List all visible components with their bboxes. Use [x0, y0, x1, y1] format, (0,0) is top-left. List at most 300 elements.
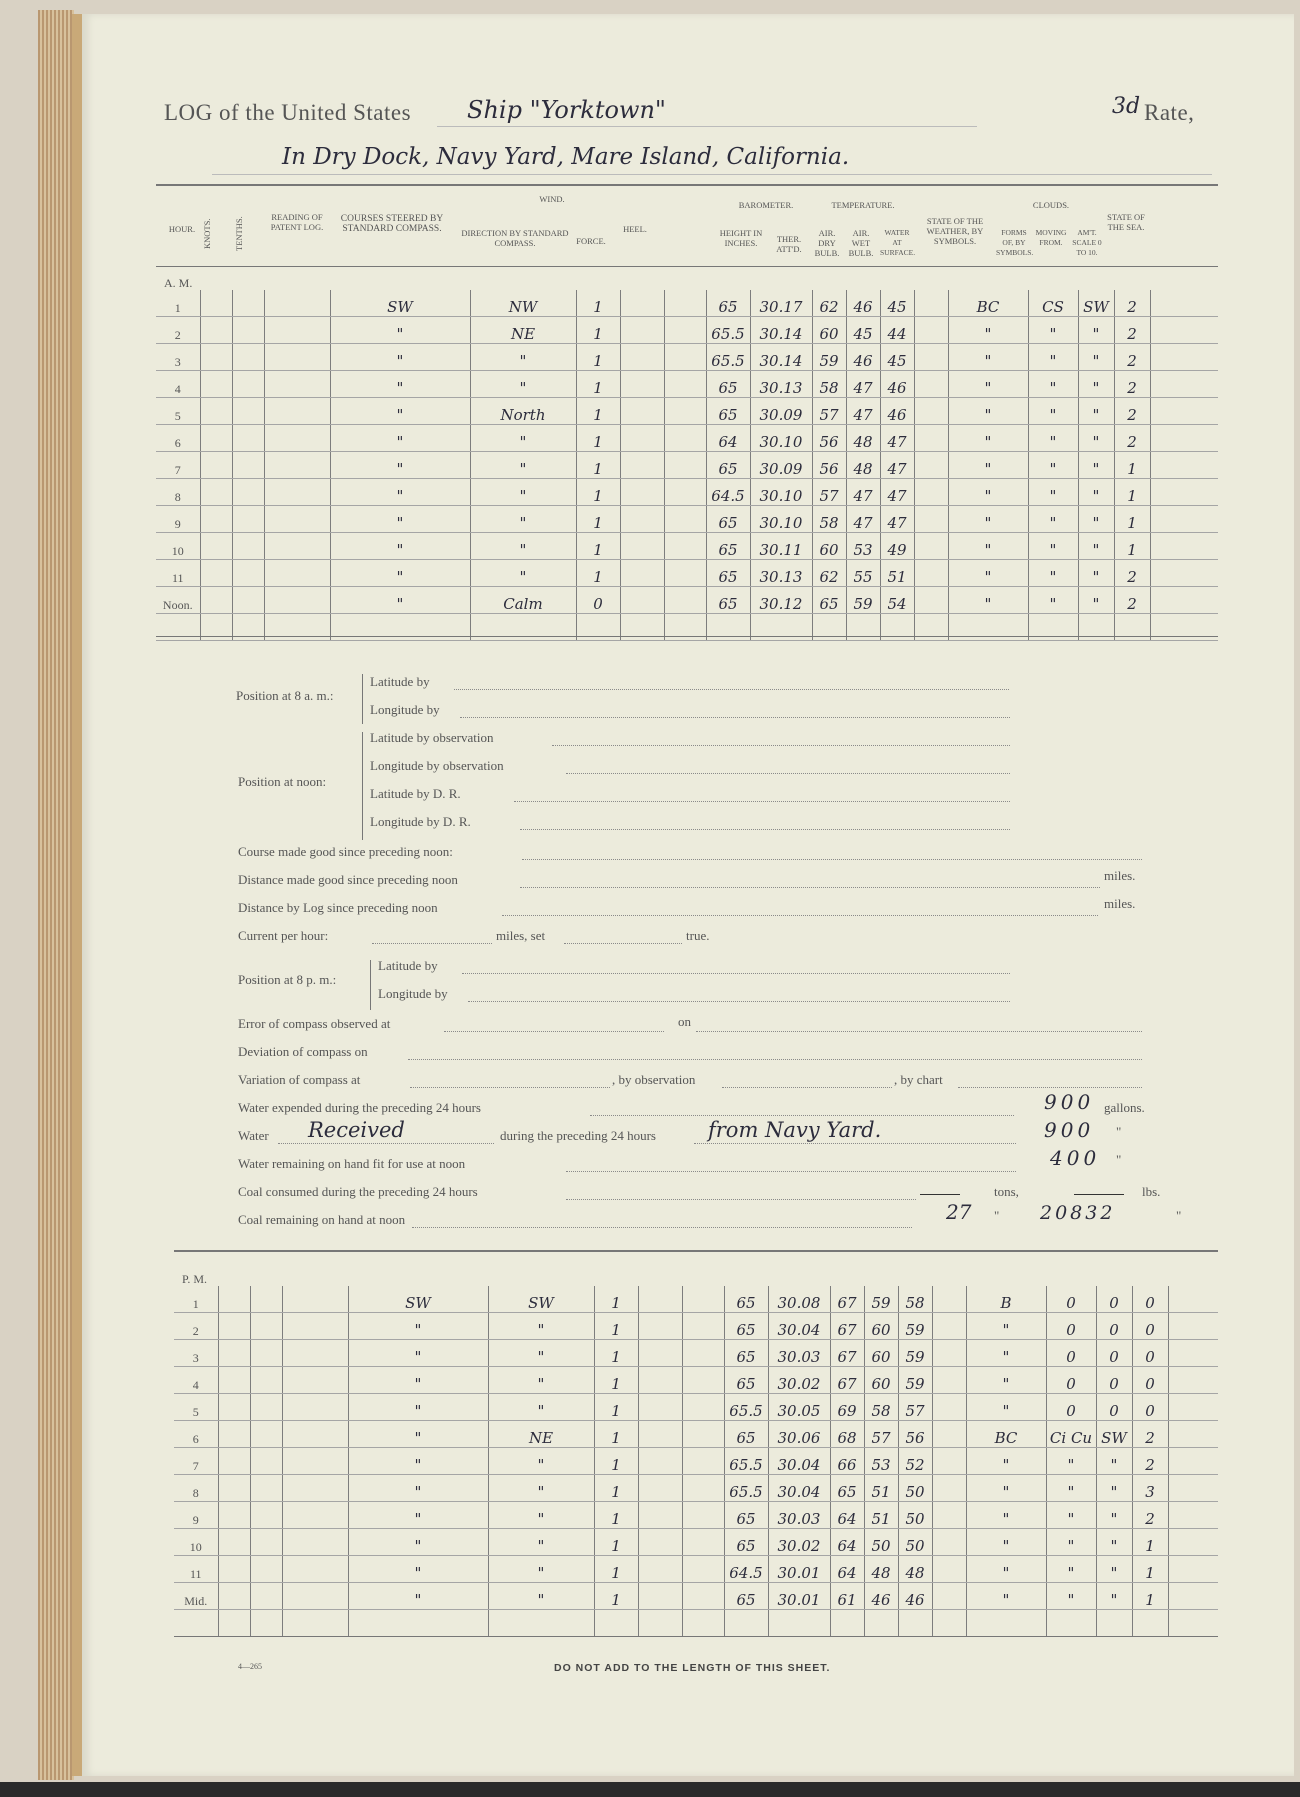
cloud-amount-cell: 0 [1132, 1286, 1168, 1313]
miles-set: miles, set [496, 928, 546, 943]
course-cell: " [348, 1313, 488, 1340]
cloud-moving-cell: " [1078, 371, 1114, 398]
empty-cell [966, 1610, 1046, 1637]
col-sea: STATE OF THE SEA. [1107, 212, 1145, 232]
wind-direction-cell: " [488, 1340, 594, 1367]
cloud-amount-cell: 2 [1114, 398, 1150, 425]
wet-bulb-cell: 59 [898, 1367, 932, 1394]
wind-force-cell: 1 [576, 317, 620, 344]
sea-cell [1150, 371, 1218, 398]
wind-direction-cell: North [470, 398, 576, 425]
baro-height-cell: 30.03 [768, 1340, 830, 1367]
cloud-forms-cell: " [1046, 1475, 1096, 1502]
tenths-cell [232, 371, 264, 398]
knots-cell [218, 1340, 250, 1367]
blank-cell [682, 1448, 724, 1475]
cloud-forms-cell: " [1046, 1502, 1096, 1529]
table-row [156, 452, 1218, 479]
heel-cell [620, 317, 664, 344]
blank-cell [682, 1286, 724, 1313]
cloud-moving-cell: " [1078, 317, 1114, 344]
patent-log-cell [282, 1556, 348, 1583]
col-cloud-forms: FORMS OF, BY SYMBOLS. [996, 228, 1034, 257]
wind-force-cell: 1 [594, 1394, 638, 1421]
unlabeled-reading-cell: 65 [706, 398, 750, 425]
heel-cell [620, 560, 664, 587]
unlabeled-reading-cell: 65 [724, 1286, 768, 1313]
sea-cell [1168, 1367, 1218, 1394]
hour-cell: 6 [174, 1421, 218, 1448]
empty-cell [724, 1610, 768, 1637]
hour-cell: 1 [174, 1286, 218, 1313]
wind-direction-cell: " [470, 425, 576, 452]
water-remaining: Water remaining on hand fit for use at noon [238, 1156, 466, 1171]
cloud-amount-cell: 0 [1132, 1340, 1168, 1367]
water-received: Received [308, 1118, 405, 1142]
wet-bulb-cell: 47 [880, 425, 914, 452]
water-surface-cell [932, 1313, 966, 1340]
hour-cell: 7 [156, 452, 200, 479]
water-rem-ditto: " [1116, 1152, 1122, 1167]
baro-height-cell: 30.08 [768, 1286, 830, 1313]
hour-cell: 8 [156, 479, 200, 506]
from-navy-yard: from Navy Yard. [708, 1118, 882, 1142]
sea-cell [1150, 452, 1218, 479]
patent-log-cell [282, 1502, 348, 1529]
empty-cell [638, 1610, 682, 1637]
wind-force-cell: 1 [576, 290, 620, 317]
baro-height-cell: 30.14 [750, 344, 812, 371]
wet-bulb-cell: 58 [898, 1286, 932, 1313]
water-surface-cell [914, 398, 948, 425]
knots-cell [218, 1313, 250, 1340]
table-row [156, 425, 1218, 452]
course-cell: " [330, 452, 470, 479]
col-courses: COURSES STEERED BY STANDARD COMPASS. [340, 214, 444, 234]
knots-cell [200, 587, 232, 614]
wet-bulb-cell: 46 [898, 1583, 932, 1610]
wet-bulb-cell: 47 [880, 479, 914, 506]
lat-dr: Latitude by D. R. [370, 786, 461, 801]
patent-log-cell [264, 290, 330, 317]
cloud-amount-cell: 2 [1114, 425, 1150, 452]
cloud-forms-cell: " [1028, 533, 1078, 560]
cloud-forms-cell: 0 [1046, 1340, 1096, 1367]
cloud-moving-cell: " [1078, 398, 1114, 425]
hour-cell: 11 [174, 1556, 218, 1583]
coal-tons-value: 27 [946, 1200, 972, 1224]
cloud-moving-cell: 0 [1096, 1394, 1132, 1421]
table-row [156, 344, 1218, 371]
patent-log-cell [282, 1529, 348, 1556]
baro-height-cell: 30.09 [750, 398, 812, 425]
baro-ther-cell: 60 [812, 317, 846, 344]
heel-cell [620, 290, 664, 317]
table-row [174, 1394, 1218, 1421]
blank-cell [664, 479, 706, 506]
heel-cell [620, 371, 664, 398]
tenths-cell [232, 560, 264, 587]
wind-force-cell: 1 [594, 1448, 638, 1475]
heel-cell [620, 533, 664, 560]
baro-height-cell: 30.09 [750, 452, 812, 479]
heel-cell [638, 1394, 682, 1421]
sea-cell [1168, 1313, 1218, 1340]
blank-cell [682, 1556, 724, 1583]
blank-cell [682, 1394, 724, 1421]
tenths-cell [232, 479, 264, 506]
knots-cell [218, 1367, 250, 1394]
cloud-amount-cell: 0 [1132, 1367, 1168, 1394]
wind-direction-cell: " [470, 452, 576, 479]
tenths-cell [250, 1313, 282, 1340]
patent-log-cell [282, 1367, 348, 1394]
water-exp-line [590, 1115, 1014, 1116]
table-row-empty [174, 1610, 1218, 1637]
wind-force-cell: 1 [576, 452, 620, 479]
tenths-cell [250, 1448, 282, 1475]
blank-cell [664, 425, 706, 452]
baro-ther-cell: 65 [830, 1475, 864, 1502]
dry-bulb-cell: 55 [846, 560, 880, 587]
weather-cell: " [948, 560, 1028, 587]
cloud-moving-cell: 0 [1096, 1313, 1132, 1340]
heel-cell [620, 452, 664, 479]
pos-8pm-label: Position at 8 p. m.: [238, 972, 337, 987]
error-on-line [696, 1031, 1142, 1032]
header-rule [156, 184, 1218, 186]
dist-log-miles: miles. [1104, 896, 1136, 911]
course-cell: " [330, 560, 470, 587]
course-cell: " [330, 344, 470, 371]
hour-cell: Noon. [156, 587, 200, 614]
unlabeled-reading-cell: 65 [724, 1529, 768, 1556]
coal-cons-line [566, 1199, 916, 1200]
dist-good: Distance made good since preceding noon [238, 872, 458, 887]
baro-ther-cell: 57 [812, 479, 846, 506]
wind-direction-cell: " [470, 560, 576, 587]
empty-cell [250, 1610, 282, 1637]
col-clouds: CLOUDS. [1032, 200, 1070, 210]
weather-cell: " [948, 317, 1028, 344]
wind-direction-cell: NE [470, 317, 576, 344]
empty-cell [1046, 1610, 1096, 1637]
location-line: In Dry Dock, Navy Yard, Mare Island, California. [282, 144, 850, 170]
lat-obs: Latitude by observation [370, 730, 494, 745]
water-surface-cell [932, 1340, 966, 1367]
unlabeled-reading-cell: 65 [706, 560, 750, 587]
weather-cell: " [966, 1583, 1046, 1610]
tenths-cell [250, 1583, 282, 1610]
weather-cell: " [966, 1394, 1046, 1421]
ship-name: Ship "Yorktown" [467, 96, 666, 124]
baro-ther-cell: 56 [812, 425, 846, 452]
cloud-forms-cell: " [1046, 1529, 1096, 1556]
heel-cell [620, 587, 664, 614]
baro-ther-cell: 57 [812, 398, 846, 425]
cloud-forms-cell: " [1028, 344, 1078, 371]
wet-bulb-cell: 48 [898, 1556, 932, 1583]
baro-ther-cell: 67 [830, 1340, 864, 1367]
long-8am-line [460, 717, 1010, 718]
hour-cell: 5 [174, 1394, 218, 1421]
cloud-amount-cell: 1 [1114, 479, 1150, 506]
baro-ther-cell: 58 [812, 371, 846, 398]
cloud-forms-cell: " [1046, 1583, 1096, 1610]
cloud-moving-cell: " [1078, 560, 1114, 587]
cloud-forms-cell: " [1028, 560, 1078, 587]
hour-cell: 11 [156, 560, 200, 587]
patent-log-cell [264, 587, 330, 614]
course-cell: SW [330, 290, 470, 317]
deviation: Deviation of compass on [238, 1044, 368, 1059]
patent-log-cell [264, 371, 330, 398]
cloud-amount-cell: 2 [1114, 371, 1150, 398]
cloud-forms-cell: " [1028, 425, 1078, 452]
course-good-line [522, 859, 1142, 860]
dry-bulb-cell: 51 [864, 1502, 898, 1529]
table-row [156, 506, 1218, 533]
col-baro-height: HEIGHT IN INCHES. [719, 228, 763, 248]
wind-force-cell: 1 [594, 1286, 638, 1313]
length-notice: DO NOT ADD TO THE LENGTH OF THIS SHEET. [554, 1662, 831, 1674]
patent-log-cell [282, 1286, 348, 1313]
long-by-8pm: Longitude by [378, 986, 448, 1001]
water-surface-cell [932, 1502, 966, 1529]
table-row [156, 398, 1218, 425]
unlabeled-reading-cell: 65 [724, 1340, 768, 1367]
knots-cell [218, 1556, 250, 1583]
course-cell: " [330, 371, 470, 398]
cloud-moving-cell: " [1096, 1583, 1132, 1610]
sea-cell [1150, 290, 1218, 317]
tenths-cell [232, 290, 264, 317]
knots-cell [200, 452, 232, 479]
wet-bulb-cell: 49 [880, 533, 914, 560]
course-cell: " [348, 1448, 488, 1475]
wet-bulb-cell: 47 [880, 452, 914, 479]
tenths-cell [232, 506, 264, 533]
blank-cell [664, 290, 706, 317]
form-number: 4—265 [238, 1662, 262, 1671]
hour-cell: 3 [174, 1340, 218, 1367]
current-line [372, 943, 492, 944]
lat-dr-line [514, 801, 1010, 802]
heel-cell [638, 1340, 682, 1367]
course-cell: " [348, 1529, 488, 1556]
water-rec-value: 900 [1044, 1118, 1095, 1142]
sea-cell [1168, 1502, 1218, 1529]
empty-cell [488, 1610, 594, 1637]
cloud-amount-cell: 1 [1132, 1556, 1168, 1583]
patent-log-cell [282, 1421, 348, 1448]
sea-cell [1150, 317, 1218, 344]
course-cell: " [330, 533, 470, 560]
hour-cell: 5 [156, 398, 200, 425]
by-obs-line [722, 1087, 892, 1088]
weather-cell: B [966, 1286, 1046, 1313]
cloud-amount-cell: 2 [1132, 1448, 1168, 1475]
blank-cell [664, 560, 706, 587]
tenths-cell [232, 398, 264, 425]
knots-cell [200, 506, 232, 533]
wet-bulb-cell: 52 [898, 1448, 932, 1475]
cloud-moving-cell: " [1096, 1556, 1132, 1583]
knots-cell [200, 560, 232, 587]
cloud-moving-cell: " [1078, 344, 1114, 371]
baro-height-cell: 30.02 [768, 1367, 830, 1394]
wind-direction-cell: " [470, 344, 576, 371]
table-row [156, 479, 1218, 506]
baro-ther-cell: 58 [812, 506, 846, 533]
by-chart-line [958, 1087, 1142, 1088]
baro-height-cell: 30.12 [750, 587, 812, 614]
heel-cell [638, 1583, 682, 1610]
wind-force-cell: 1 [576, 344, 620, 371]
cloud-forms-cell: " [1046, 1556, 1096, 1583]
weather-cell: " [966, 1502, 1046, 1529]
wind-force-cell: 1 [594, 1502, 638, 1529]
lat-obs-line [552, 745, 1010, 746]
wet-bulb-cell: 44 [880, 317, 914, 344]
heel-cell [638, 1502, 682, 1529]
blank-cell [664, 371, 706, 398]
cloud-amount-cell: 2 [1114, 317, 1150, 344]
ship-line [437, 126, 977, 127]
baro-height-cell: 30.17 [750, 290, 812, 317]
weather-cell: " [948, 371, 1028, 398]
col-cloud-amount: AM'T. SCALE 0 TO 10. [1072, 228, 1102, 257]
weather-cell: " [948, 452, 1028, 479]
tenths-cell [232, 533, 264, 560]
cloud-moving-cell: 0 [1096, 1340, 1132, 1367]
unlabeled-reading-cell: 65.5 [724, 1475, 768, 1502]
table-row [156, 533, 1218, 560]
knots-cell [218, 1448, 250, 1475]
course-cell: " [330, 506, 470, 533]
sea-cell [1150, 533, 1218, 560]
cloud-amount-cell: 1 [1132, 1529, 1168, 1556]
dry-bulb-cell: 59 [846, 587, 880, 614]
cloud-forms-cell: " [1046, 1448, 1096, 1475]
empty-cell [1096, 1610, 1132, 1637]
wet-bulb-cell: 51 [880, 560, 914, 587]
heel-cell [638, 1367, 682, 1394]
dist-log-line [502, 915, 1098, 916]
empty-cell [768, 1610, 830, 1637]
knots-cell [200, 479, 232, 506]
knots-cell [218, 1394, 250, 1421]
weather-cell: BC [966, 1421, 1046, 1448]
patent-log-cell [282, 1313, 348, 1340]
coal-rem-line [412, 1227, 912, 1228]
cloud-forms-cell: 0 [1046, 1286, 1096, 1313]
hour-cell: 6 [156, 425, 200, 452]
dry-bulb-cell: 45 [846, 317, 880, 344]
wind-direction-cell: " [488, 1313, 594, 1340]
wet-bulb-cell: 57 [898, 1394, 932, 1421]
tenths-cell [232, 587, 264, 614]
water-surface-cell [914, 479, 948, 506]
table-row [156, 371, 1218, 398]
unlabeled-reading-cell: 65 [706, 533, 750, 560]
course-cell: " [348, 1394, 488, 1421]
tenths-cell [232, 344, 264, 371]
lat-by-8am: Latitude by [370, 674, 430, 689]
cloud-amount-cell: 2 [1114, 290, 1150, 317]
water-surface-cell [932, 1583, 966, 1610]
wet-bulb-cell: 47 [880, 506, 914, 533]
unlabeled-reading-cell: 65 [706, 506, 750, 533]
unlabeled-reading-cell: 65 [724, 1583, 768, 1610]
tenths-cell [232, 317, 264, 344]
sea-cell [1168, 1556, 1218, 1583]
brace-8pm [370, 960, 371, 1010]
true-label: true. [686, 928, 710, 943]
wet-bulb-cell: 50 [898, 1529, 932, 1556]
water-rem-value: 400 [1050, 1146, 1101, 1170]
cloud-amount-cell: 2 [1114, 344, 1150, 371]
empty-cell [898, 1610, 932, 1637]
weather-cell: " [948, 479, 1028, 506]
knots-cell [218, 1583, 250, 1610]
blank-cell [664, 317, 706, 344]
wind-direction-cell: " [488, 1448, 594, 1475]
empty-cell [864, 1610, 898, 1637]
dry-bulb-cell: 60 [864, 1340, 898, 1367]
cloud-forms-cell: 0 [1046, 1313, 1096, 1340]
blank-cell [682, 1367, 724, 1394]
wind-direction-cell: " [470, 533, 576, 560]
course-cell: SW [348, 1286, 488, 1313]
cloud-forms-cell: " [1028, 398, 1078, 425]
lbs-label: lbs. [1142, 1184, 1161, 1199]
lat-8pm-line [462, 973, 1010, 974]
col-heel: HEEL. [623, 224, 647, 234]
wet-bulb-cell: 54 [880, 587, 914, 614]
table-row [174, 1448, 1218, 1475]
tenths-cell [250, 1367, 282, 1394]
wind-direction-cell: NW [470, 290, 576, 317]
table-row [156, 587, 1218, 614]
table-row [174, 1367, 1218, 1394]
patent-log-cell [264, 533, 330, 560]
col-baro-ther: THER. ATT'D. [776, 234, 802, 254]
blank-cell [664, 452, 706, 479]
baro-ther-cell: 67 [830, 1313, 864, 1340]
water-label: Water [238, 1128, 269, 1143]
sea-cell [1168, 1421, 1218, 1448]
dist-log: Distance by Log since preceding noon [238, 900, 438, 915]
wet-bulb-cell: 59 [898, 1313, 932, 1340]
cloud-moving-cell: " [1096, 1502, 1132, 1529]
heel-cell [620, 398, 664, 425]
baro-ther-cell: 64 [830, 1529, 864, 1556]
header-bottom-rule [156, 266, 1218, 267]
heel-cell [620, 506, 664, 533]
knots-cell [218, 1286, 250, 1313]
log-sheet [72, 14, 1294, 1776]
pm-top-rule [174, 1250, 1218, 1252]
knots-cell [200, 344, 232, 371]
knots-cell [200, 371, 232, 398]
cloud-moving-cell: SW [1096, 1421, 1132, 1448]
sea-cell [1150, 479, 1218, 506]
knots-cell [200, 425, 232, 452]
blank-cell [682, 1529, 724, 1556]
from-yard-line [694, 1143, 1016, 1144]
table-row [174, 1502, 1218, 1529]
